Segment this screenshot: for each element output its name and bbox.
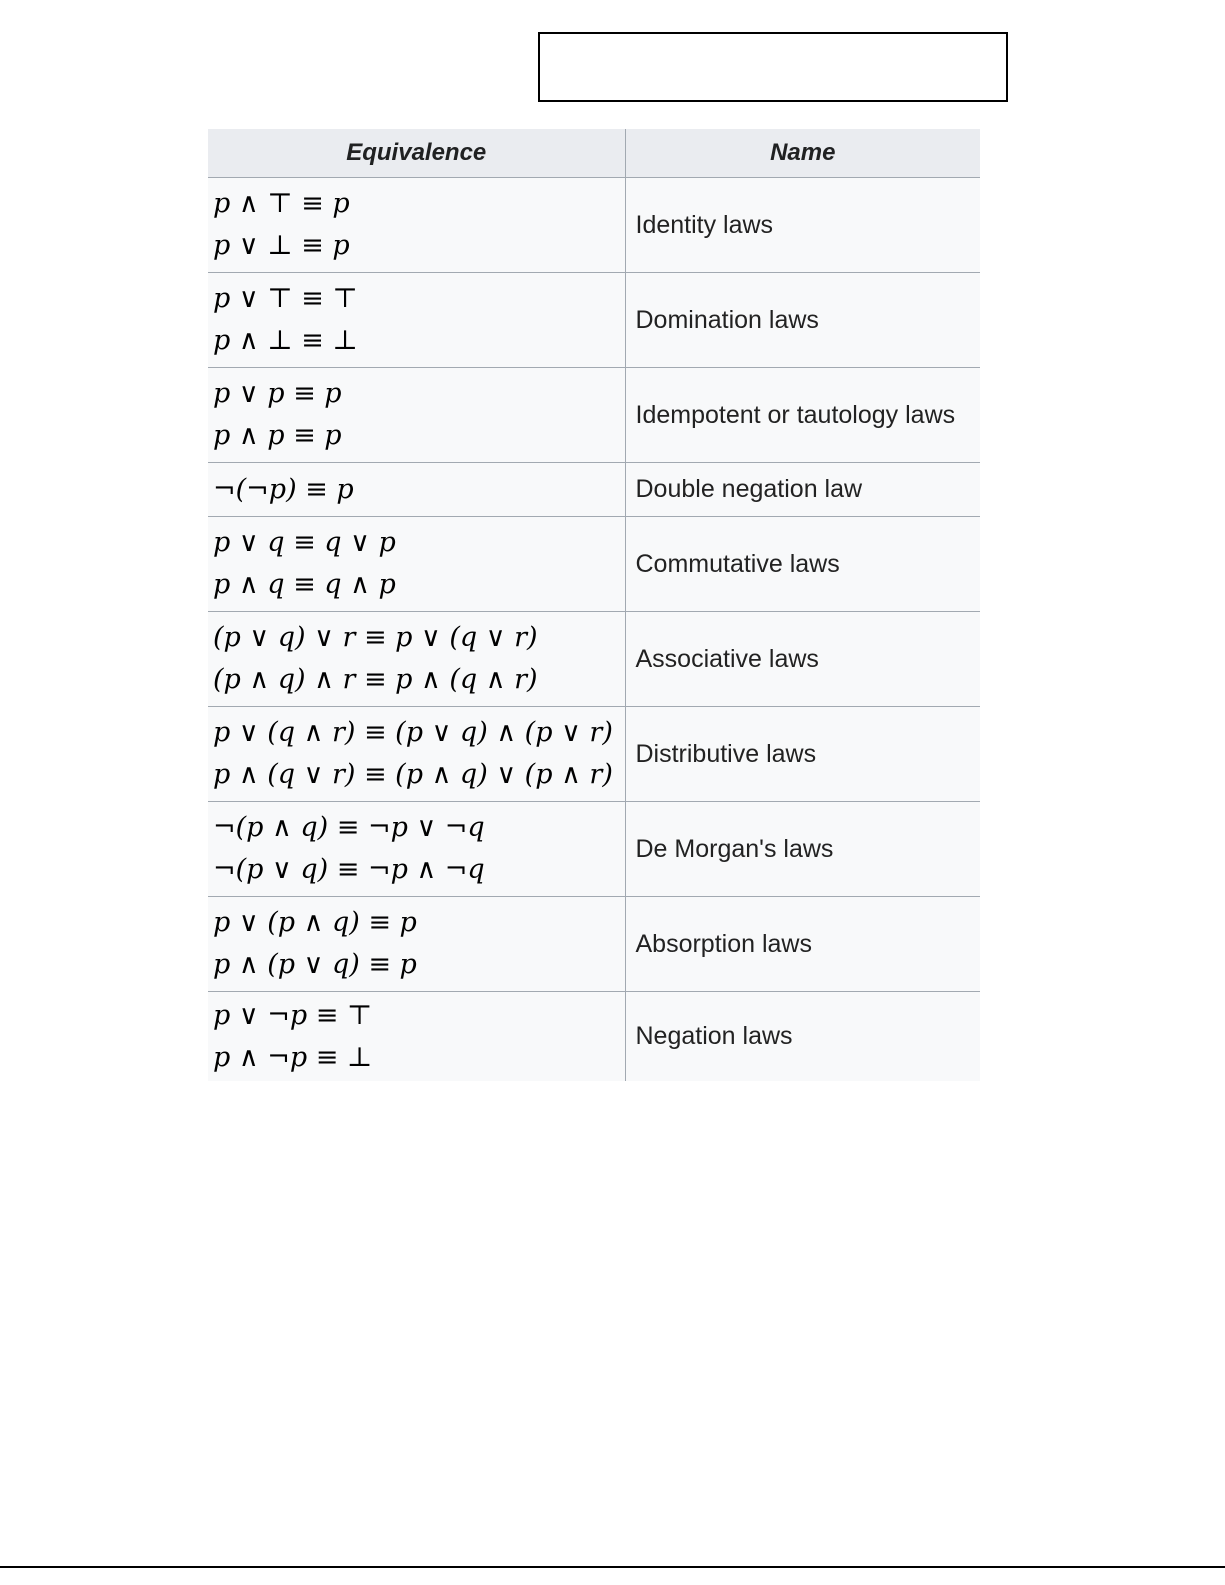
law-name: Identity laws	[625, 178, 980, 273]
law-name: Absorption laws	[625, 897, 980, 992]
table-row-de-morgan	[208, 802, 980, 897]
logical-equivalences-table-wrapper	[208, 129, 980, 1081]
equivalence-cell	[208, 612, 625, 707]
equivalence-formula: p ∧ (p ∨ q) ≡ p	[213, 949, 417, 980]
equivalence-formula: (p ∨ q) ∨ r ≡ p ∨ (q ∨ r)	[213, 622, 538, 653]
equivalence-formula: (p ∧ q) ∧ r ≡ p ∧ (q ∧ r)	[213, 664, 538, 695]
equivalence-formula: p ∨ ⊥ ≡ p	[213, 230, 350, 261]
name-column-header: Name	[625, 129, 980, 178]
law-name: Domination laws	[625, 273, 980, 368]
equivalence-cell	[208, 368, 625, 463]
header-row	[208, 129, 980, 178]
page-bottom-rule	[0, 1566, 1225, 1568]
table-row-negation	[208, 992, 980, 1082]
law-name: Negation laws	[635, 1022, 793, 1050]
table-row-distributive	[208, 707, 980, 802]
equivalence-formula: p ∨ ⊤ ≡ ⊤	[213, 283, 358, 314]
equivalence-cell	[208, 897, 625, 992]
table-row-domination	[208, 273, 980, 368]
equivalence-formula: p ∧ p ≡ p	[213, 420, 342, 451]
table-row-identity	[208, 178, 980, 273]
table-row-double-negation	[208, 463, 980, 517]
law-name: Distributive laws	[625, 707, 980, 802]
equivalence-formula: p ∨ p ≡ p	[213, 378, 342, 409]
equivalence-formula: p ∧ ⊤ ≡ p	[213, 188, 350, 219]
equivalence-formula: ¬(¬p) ≡ p	[213, 473, 354, 505]
equivalence-formula: p ∨ ¬p ≡ ⊤	[213, 999, 373, 1031]
law-name: De Morgan's laws	[625, 802, 980, 897]
equivalence-formula: p ∨ (q ∧ r) ≡ (p ∨ q) ∧ (p ∨ r)	[213, 717, 613, 748]
equivalence-cell	[208, 707, 625, 802]
equivalence-formula: p ∧ ⊥ ≡ ⊥	[213, 325, 358, 356]
table-row-commutative	[208, 517, 980, 612]
empty-text-box	[538, 32, 1008, 102]
equivalence-formula: ¬(p ∨ q) ≡ ¬p ∧ ¬q	[213, 854, 485, 885]
equivalence-cell	[208, 178, 625, 273]
equivalence-column-header: Equivalence	[208, 129, 625, 178]
equivalence-formula: p ∨ q ≡ q ∨ p	[213, 527, 396, 558]
table-row-idempotent	[208, 368, 980, 463]
table-row-associative	[208, 612, 980, 707]
law-name: Commutative laws	[625, 517, 980, 612]
table-row-absorption	[208, 897, 980, 992]
equivalence-cell	[208, 273, 625, 368]
law-name: Idempotent or tautology laws	[625, 368, 980, 463]
law-name: Double negation law	[625, 463, 980, 517]
equivalence-cell	[208, 517, 625, 612]
equivalence-formula: ¬(p ∧ q) ≡ ¬p ∨ ¬q	[213, 812, 485, 843]
equivalence-cell	[208, 463, 625, 517]
equivalence-cell	[208, 802, 625, 897]
equivalence-formula: p ∧ q ≡ q ∧ p	[213, 569, 396, 600]
equivalence-formula: p ∧ ¬p ≡ ⊥	[213, 1041, 373, 1073]
law-name: Associative laws	[625, 612, 980, 707]
equivalence-formula: p ∧ (q ∨ r) ≡ (p ∧ q) ∨ (p ∧ r)	[213, 759, 613, 790]
logical-equivalences-table	[208, 129, 980, 1081]
equivalence-cell	[208, 992, 625, 1082]
equivalence-formula: p ∨ (p ∧ q) ≡ p	[213, 907, 417, 938]
